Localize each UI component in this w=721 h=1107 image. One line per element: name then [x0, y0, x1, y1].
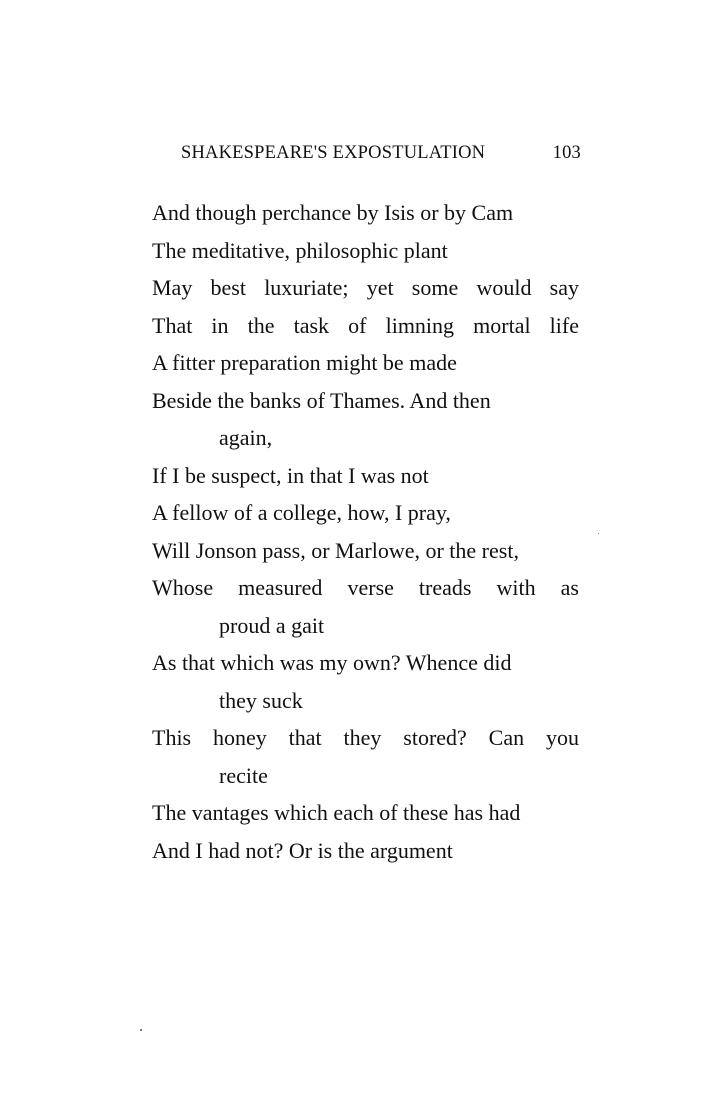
poem-line: And though perchance by Isis or by Cam — [152, 200, 514, 225]
poem-line: Will Jonson pass, or Marlowe, or the rest, — [152, 537, 519, 563]
poem-text — [152, 194, 582, 869]
poem-line-continuation: again, — [219, 425, 273, 450]
running-head — [181, 143, 581, 164]
scan-speck — [598, 533, 599, 534]
poem-line: The meditative, philosophic plant — [152, 237, 448, 263]
poem-line: A fellow of a college, how, I pray, — [152, 500, 451, 525]
poem-line: That in the task of limning mortal life — [152, 312, 579, 338]
poem-line: If I be suspect, in that I was not — [152, 462, 429, 488]
page-number: 103 — [552, 143, 581, 163]
poem-line: The vantages which each of these has had — [152, 800, 521, 825]
poem-line: Whose measured verse treads with as — [152, 575, 579, 600]
poem-line: Beside the banks of Thames. And then — [152, 387, 491, 413]
poem-line: And I had not? Or is the argument — [152, 837, 453, 863]
running-title: SHAKESPEARE'S EXPOSTULATION — [181, 143, 486, 163]
scan-speck — [140, 1029, 142, 1031]
poem-line-continuation: they suck — [219, 687, 303, 713]
poem-line-continuation: proud a gait — [219, 612, 325, 638]
poem-line: May best luxuriate; yet some would say — [152, 275, 579, 300]
poem-line-continuation: recite — [219, 762, 268, 788]
poem-line: A fitter preparation might be made — [152, 350, 457, 375]
poem-line: This honey that they stored? Can you — [152, 725, 579, 750]
poem-line: As that which was my own? Whence did — [152, 650, 512, 675]
